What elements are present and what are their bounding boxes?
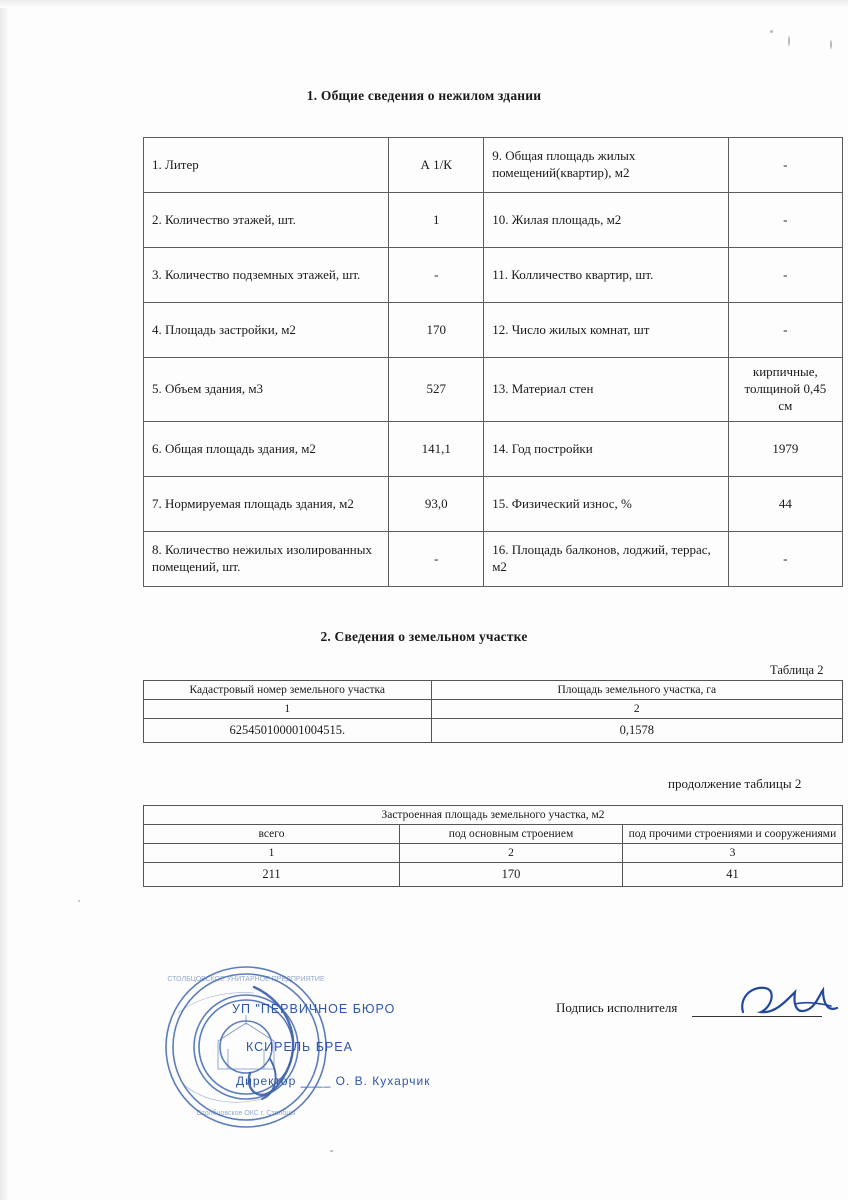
- table-row: [144, 719, 843, 743]
- cell-right-value: -: [728, 303, 842, 358]
- built-area-table: [143, 805, 843, 887]
- signature-label: Подпись исполнителя: [556, 1000, 678, 1015]
- scan-edge-left: [0, 0, 10, 1200]
- stamp-line-1: УП "ПЕРВИЧНОЕ БЮРО: [232, 1002, 396, 1016]
- cell-left-label: 1. Литер: [144, 138, 389, 193]
- column-header: под основным строением: [400, 825, 623, 844]
- table-row: [144, 193, 843, 248]
- table-row: [144, 303, 843, 358]
- cell-right-value: 44: [728, 476, 842, 531]
- cell-left-value: -: [389, 531, 484, 586]
- column-number: 2: [431, 700, 842, 719]
- scan-speck: [830, 40, 832, 49]
- table-row: [144, 476, 843, 531]
- svg-text:Столбцовское ОКС г. Столбцы: Столбцовское ОКС г. Столбцы: [196, 1110, 296, 1117]
- cell-right-value: -: [728, 193, 842, 248]
- cell-right-value: кирпичные, толщиной 0,45 см: [728, 358, 842, 422]
- cell-left-value: 141,1: [389, 421, 484, 476]
- cell-right-label: 12. Число жилых комнат, шт: [484, 303, 728, 358]
- column-number: 1: [144, 700, 432, 719]
- table-row: [144, 358, 843, 422]
- cell-left-value: -: [389, 248, 484, 303]
- stamp-line-3: Директор ____ О. В. Кухарчик: [236, 1074, 431, 1088]
- cell-left-value: 170: [389, 303, 484, 358]
- column-number: 2: [400, 844, 623, 863]
- table-header-row: [144, 681, 843, 700]
- cell-left-label: 8. Количество нежилых изолированных помещений, шт.: [144, 531, 389, 586]
- scan-speck: [78, 900, 80, 902]
- table-header-row: [144, 825, 843, 844]
- cell-left-label: 6. Общая площадь здания, м2: [144, 421, 389, 476]
- cell-right-value: -: [728, 138, 842, 193]
- table2-caption: Таблица 2: [770, 663, 824, 677]
- cell-left-label: 5. Объем здания, м3: [144, 358, 389, 422]
- cell-right-label: 15. Физический износ, %: [484, 476, 728, 531]
- building-info-table: [143, 137, 843, 587]
- table-row: [144, 531, 843, 586]
- cell-right-label: 11. Колличество квартир, шт.: [484, 248, 728, 303]
- column-header: всего: [144, 825, 400, 844]
- stamp-line-2: КСИРЕЛЬ БРЕА: [246, 1040, 353, 1054]
- column-header: Кадастровый номер земельного участка: [144, 681, 432, 700]
- land-plot-table: [143, 680, 843, 743]
- cell-left-label: 2. Количество этажей, шт.: [144, 193, 389, 248]
- signature-line: [692, 1016, 822, 1017]
- scan-speck: [770, 30, 773, 33]
- built-area-main-value: 170: [400, 863, 623, 887]
- cell-left-label: 7. Нормируемая площадь здания, м2: [144, 476, 389, 531]
- cell-left-value: 1: [389, 193, 484, 248]
- cell-left-value: 93,0: [389, 476, 484, 531]
- scan-speck: [330, 1150, 333, 1152]
- section-title-building: 1. Общие сведения о нежилом здании: [306, 88, 542, 103]
- table-row: [144, 421, 843, 476]
- handwritten-signature: [735, 980, 845, 1026]
- plot-area-value: 0,1578: [431, 719, 842, 743]
- cell-right-label: 14. Год постройки: [484, 421, 728, 476]
- section-title-land: 2. Сведения о земельном участке: [320, 629, 528, 644]
- column-header: под прочими строениями и сооружениями: [622, 825, 842, 844]
- column-header: Площадь земельного участка, га: [431, 681, 842, 700]
- cell-left-value: 527: [389, 358, 484, 422]
- built-area-other-value: 41: [622, 863, 842, 887]
- cell-right-value: 1979: [728, 421, 842, 476]
- cell-right-label: 10. Жилая площадь, м2: [484, 193, 728, 248]
- table-numbering-row: [144, 844, 843, 863]
- svg-text:СТОЛБЦОВСКОЕ УНИТАРНОЕ ПРЕДПРИ: СТОЛБЦОВСКОЕ УНИТАРНОЕ ПРЕДПРИЯТИЕ: [167, 976, 325, 983]
- cell-right-label: 9. Общая площадь жилых помещений(квартир), м2: [484, 138, 728, 193]
- scan-speck: [788, 36, 790, 46]
- cell-right-label: 16. Площадь балконов, лоджий, террас, м2: [484, 531, 728, 586]
- table-row: [144, 138, 843, 193]
- cadastral-number-value: 625450100001004515.: [144, 719, 432, 743]
- cell-left-value: А 1/К: [389, 138, 484, 193]
- column-number: 1: [144, 844, 400, 863]
- scan-edge-top: [0, 0, 848, 8]
- cell-right-label: 13. Материал стен: [484, 358, 728, 422]
- cell-right-value: -: [728, 531, 842, 586]
- built-area-total-value: 211: [144, 863, 400, 887]
- table-row: [144, 248, 843, 303]
- table2-continuation-caption: продолжение таблицы 2: [668, 776, 802, 791]
- cell-left-label: 4. Площадь застройки, м2: [144, 303, 389, 358]
- table-span-header-row: [144, 806, 843, 825]
- table-row: [144, 863, 843, 887]
- span-header: Застроенная площадь земельного участка, м2: [144, 806, 843, 825]
- table-numbering-row: [144, 700, 843, 719]
- cell-right-value: -: [728, 248, 842, 303]
- column-number: 3: [622, 844, 842, 863]
- cell-left-label: 3. Количество подземных этажей, шт.: [144, 248, 389, 303]
